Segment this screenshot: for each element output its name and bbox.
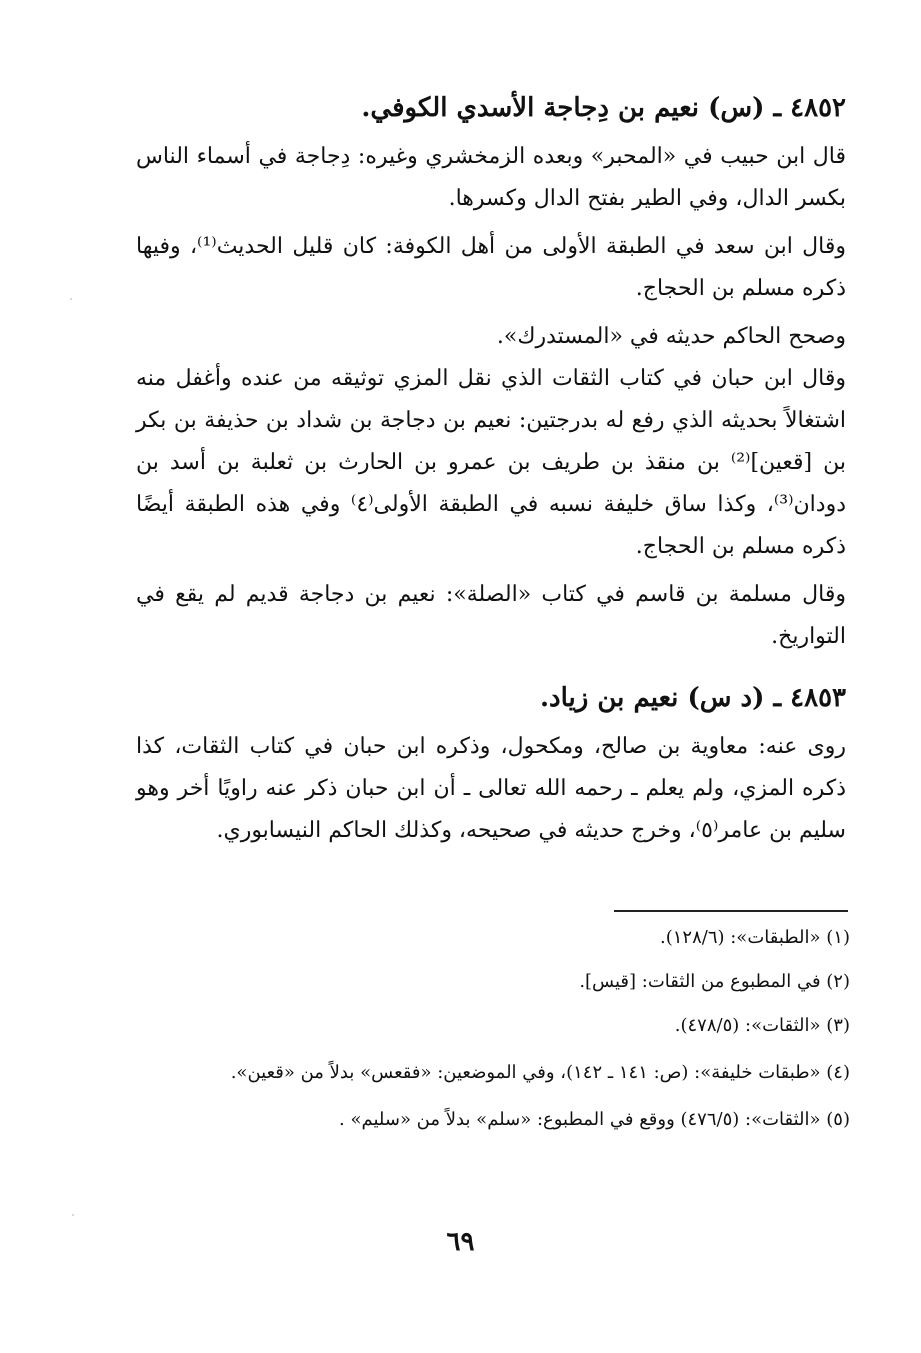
footnotes xyxy=(136,922,850,1148)
footnote: (٣) «الثقات»: (٤٧٨/٥). xyxy=(674,1015,850,1036)
scan-mark xyxy=(72,1214,74,1216)
paragraph: وصحح الحاكم حديثه في «المستدرك». xyxy=(496,324,846,349)
page-number: ٦٩ xyxy=(446,1227,475,1257)
paragraph: روى عنه: معاوية بن صالح، ومكحول، وذكره ابن حبان في كتاب الثقات، كذا ذكره المزي، ولم يعلم ـ رحمه الله تعالى ـ أن ابن حبان ذكر عنه راويًا أخر وهو سليم بن عامر⁽٥⁾، وخرج حديثه في صحيحه، وكذلك الحاكم النيسابوري. xyxy=(136,734,846,843)
paragraph: وقال ابن حبان في كتاب الثقات الذي نقل المزي توثيقه من عنده وأغفل منه اشتغالاً بحديثه الذي رفع له بدرجتين: نعيم بن دجاجة بن شداد بن حذيفة بن بكر بن [قعين]⁽²⁾ بن منقذ بن طريف بن عمرو بن الحارث بن ثعلبة بن أسد بن دودان⁽³⁾، وكذا ساق خليفة نسبه في الطبقة الأولى⁽٤⁾ وفي هذه الطبقة أيضًا ذكره مسلم بن الحجاج. xyxy=(136,366,846,559)
paragraph: وقال مسلمة بن قاسم في كتاب «الصلة»: نعيم بن دجاجة قديم لم يقع في التواريخ. xyxy=(136,582,846,649)
footnote: (٤) «طبقات خليفة»: (ص: ١٤١ ـ ١٤٢)، وفي الموضعين: «فقعس» بدلاً من «قعين». xyxy=(230,1062,850,1083)
entry-4852 xyxy=(136,86,846,658)
entry-4853 xyxy=(136,676,846,852)
footnote: (٥) «الثقات»: (٤٧٦/٥) ووقع في المطبوع: «سلم» بدلاً من «سليم» . xyxy=(339,1109,850,1130)
entry-title: ٤٨٥٣ ـ (د س) نعيم بن زياد. xyxy=(539,683,846,713)
entry-title: ٤٨٥٢ ـ (س) نعيم بن دِجاجة الأسدي الكوفي. xyxy=(361,93,846,123)
footnote-divider xyxy=(614,910,848,912)
paragraph: وقال ابن سعد في الطبقة الأولى من أهل الكوفة: كان قليل الحديث⁽¹⁾، وفيها ذكره مسلم بن الحجاج. xyxy=(136,234,846,301)
paragraph: قال ابن حبيب في «المحبر» وبعده الزمخشري وغيره: دِجاجة في أسماء الناس بكسر الدال، وفي الطير بفتح الدال وكسرها. xyxy=(136,144,846,211)
footnote: (٢) في المطبوع من الثقات: [قيس]. xyxy=(579,971,850,992)
scan-mark xyxy=(70,298,72,300)
footnote: (١) «الطبقات»: (١٢٨/٦). xyxy=(660,927,850,948)
